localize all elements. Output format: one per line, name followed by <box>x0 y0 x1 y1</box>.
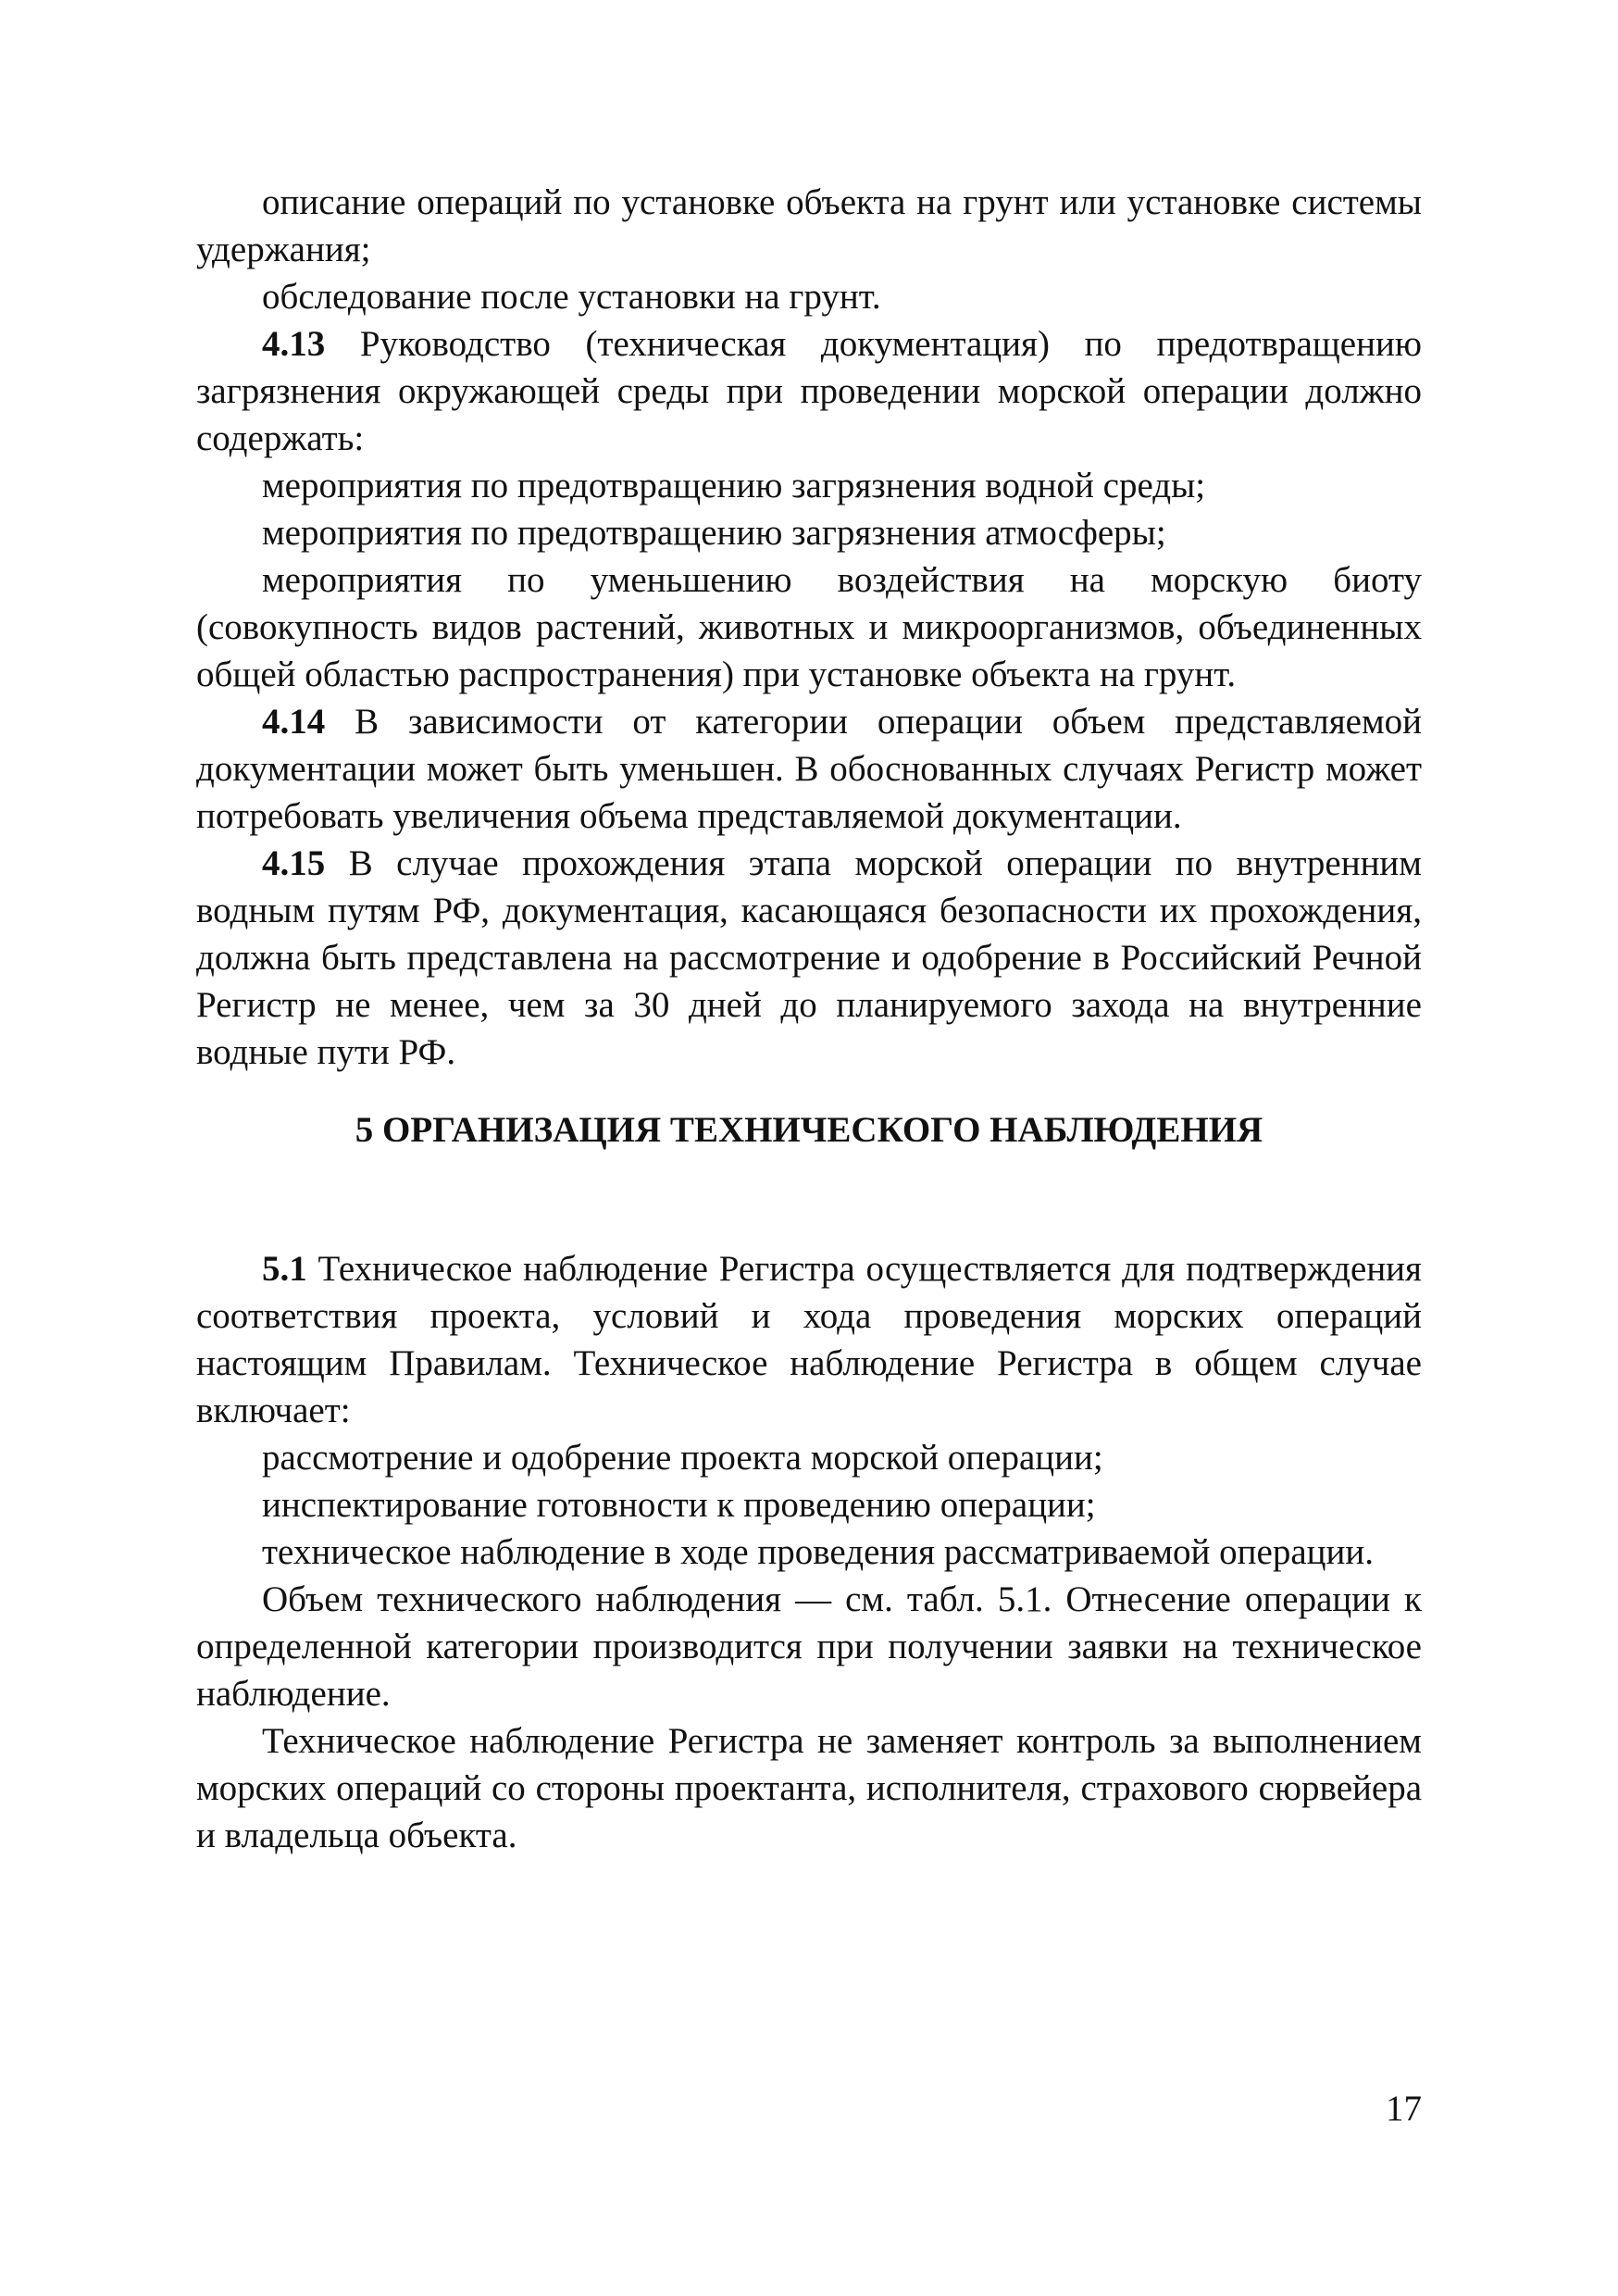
paragraph-post-installation-survey: обследование после установки на грунт. <box>262 277 881 317</box>
paragraph-marine-biota: мероприятия по уменьшению воздействия на морскую биоту (совокупность видов растений, животных и микроорганизмов, объединенных общей областью распространения) при установке объекта на грунт. <box>196 560 1422 694</box>
paragraph-5-1 <box>196 1245 1422 1434</box>
page-number: 17 <box>1386 2089 1422 2128</box>
paragraph-water-pollution: мероприятия по предотвращению загрязнения водной среды; <box>262 466 1206 505</box>
paragraph-installation-description: описание операций по установке объекта на грунт или установке системы удержания; <box>196 182 1422 269</box>
clause-text: В случае прохождения этапа морской операции по внутренним водным путям РФ, документация, касающаяся безопасности их прохождения, должна быть представлена на рассмотрение и одобрение в Российский Речной Регистр не менее, чем за 30 дней до планируемого захода на внутренние водные пути РФ. <box>196 843 1422 1072</box>
section-5-body <box>196 1245 1422 1859</box>
clause-number: 4.13 <box>262 324 326 364</box>
paragraph-review-approval: рассмотрение и одобрение проекта морской операции; <box>262 1438 1103 1478</box>
paragraph-survey-scope: Объем технического наблюдения — см. табл. 5.1. Отнесение операции к определенной категории производится при получении заявки на техническое наблюдение. <box>196 1579 1422 1714</box>
paragraph-survey-during-operation: техническое наблюдение в ходе проведения рассматриваемой операции. <box>262 1532 1375 1572</box>
paragraph-4-14 <box>196 698 1422 840</box>
clause-number: 4.15 <box>262 843 326 883</box>
paragraph-survey-not-replacement: Техническое наблюдение Регистра не заменяет контроль за выполнением морских операций со стороны проектанта, исполнителя, страхового сюрвейера и владельца объекта. <box>196 1721 1422 1855</box>
section-4-continuation <box>196 179 1422 1076</box>
paragraph-4-15 <box>196 840 1422 1076</box>
clause-text: Руководство (техническая документация) по предотвращению загрязнения окружающей среды при проведении морской операции должно содержать: <box>196 324 1422 458</box>
paragraph-4-13 <box>196 320 1422 462</box>
clause-text: В зависимости от категории операции объем представляемой документации может быть уменьшен. В обоснованных случаях Регистр может потребовать увеличения объема представляемой документации. <box>196 702 1422 836</box>
clause-text: Техническое наблюдение Регистра осуществляется для подтверждения соответствия проекта, условий и хода проведения морских операций настоящим Правилам. Техническое наблюдение Регистра в общем случае включает: <box>196 1249 1422 1430</box>
clause-number: 5.1 <box>262 1249 307 1289</box>
paragraph-air-pollution: мероприятия по предотвращению загрязнения атмосферы; <box>262 513 1166 553</box>
section-heading: 5 ОРГАНИЗАЦИЯ ТЕХНИЧЕСКОГО НАБЛЮДЕНИЯ <box>355 1110 1263 1150</box>
clause-number: 4.14 <box>262 702 326 742</box>
paragraph-readiness-inspection: инспектирование готовности к проведению операции; <box>262 1485 1096 1525</box>
